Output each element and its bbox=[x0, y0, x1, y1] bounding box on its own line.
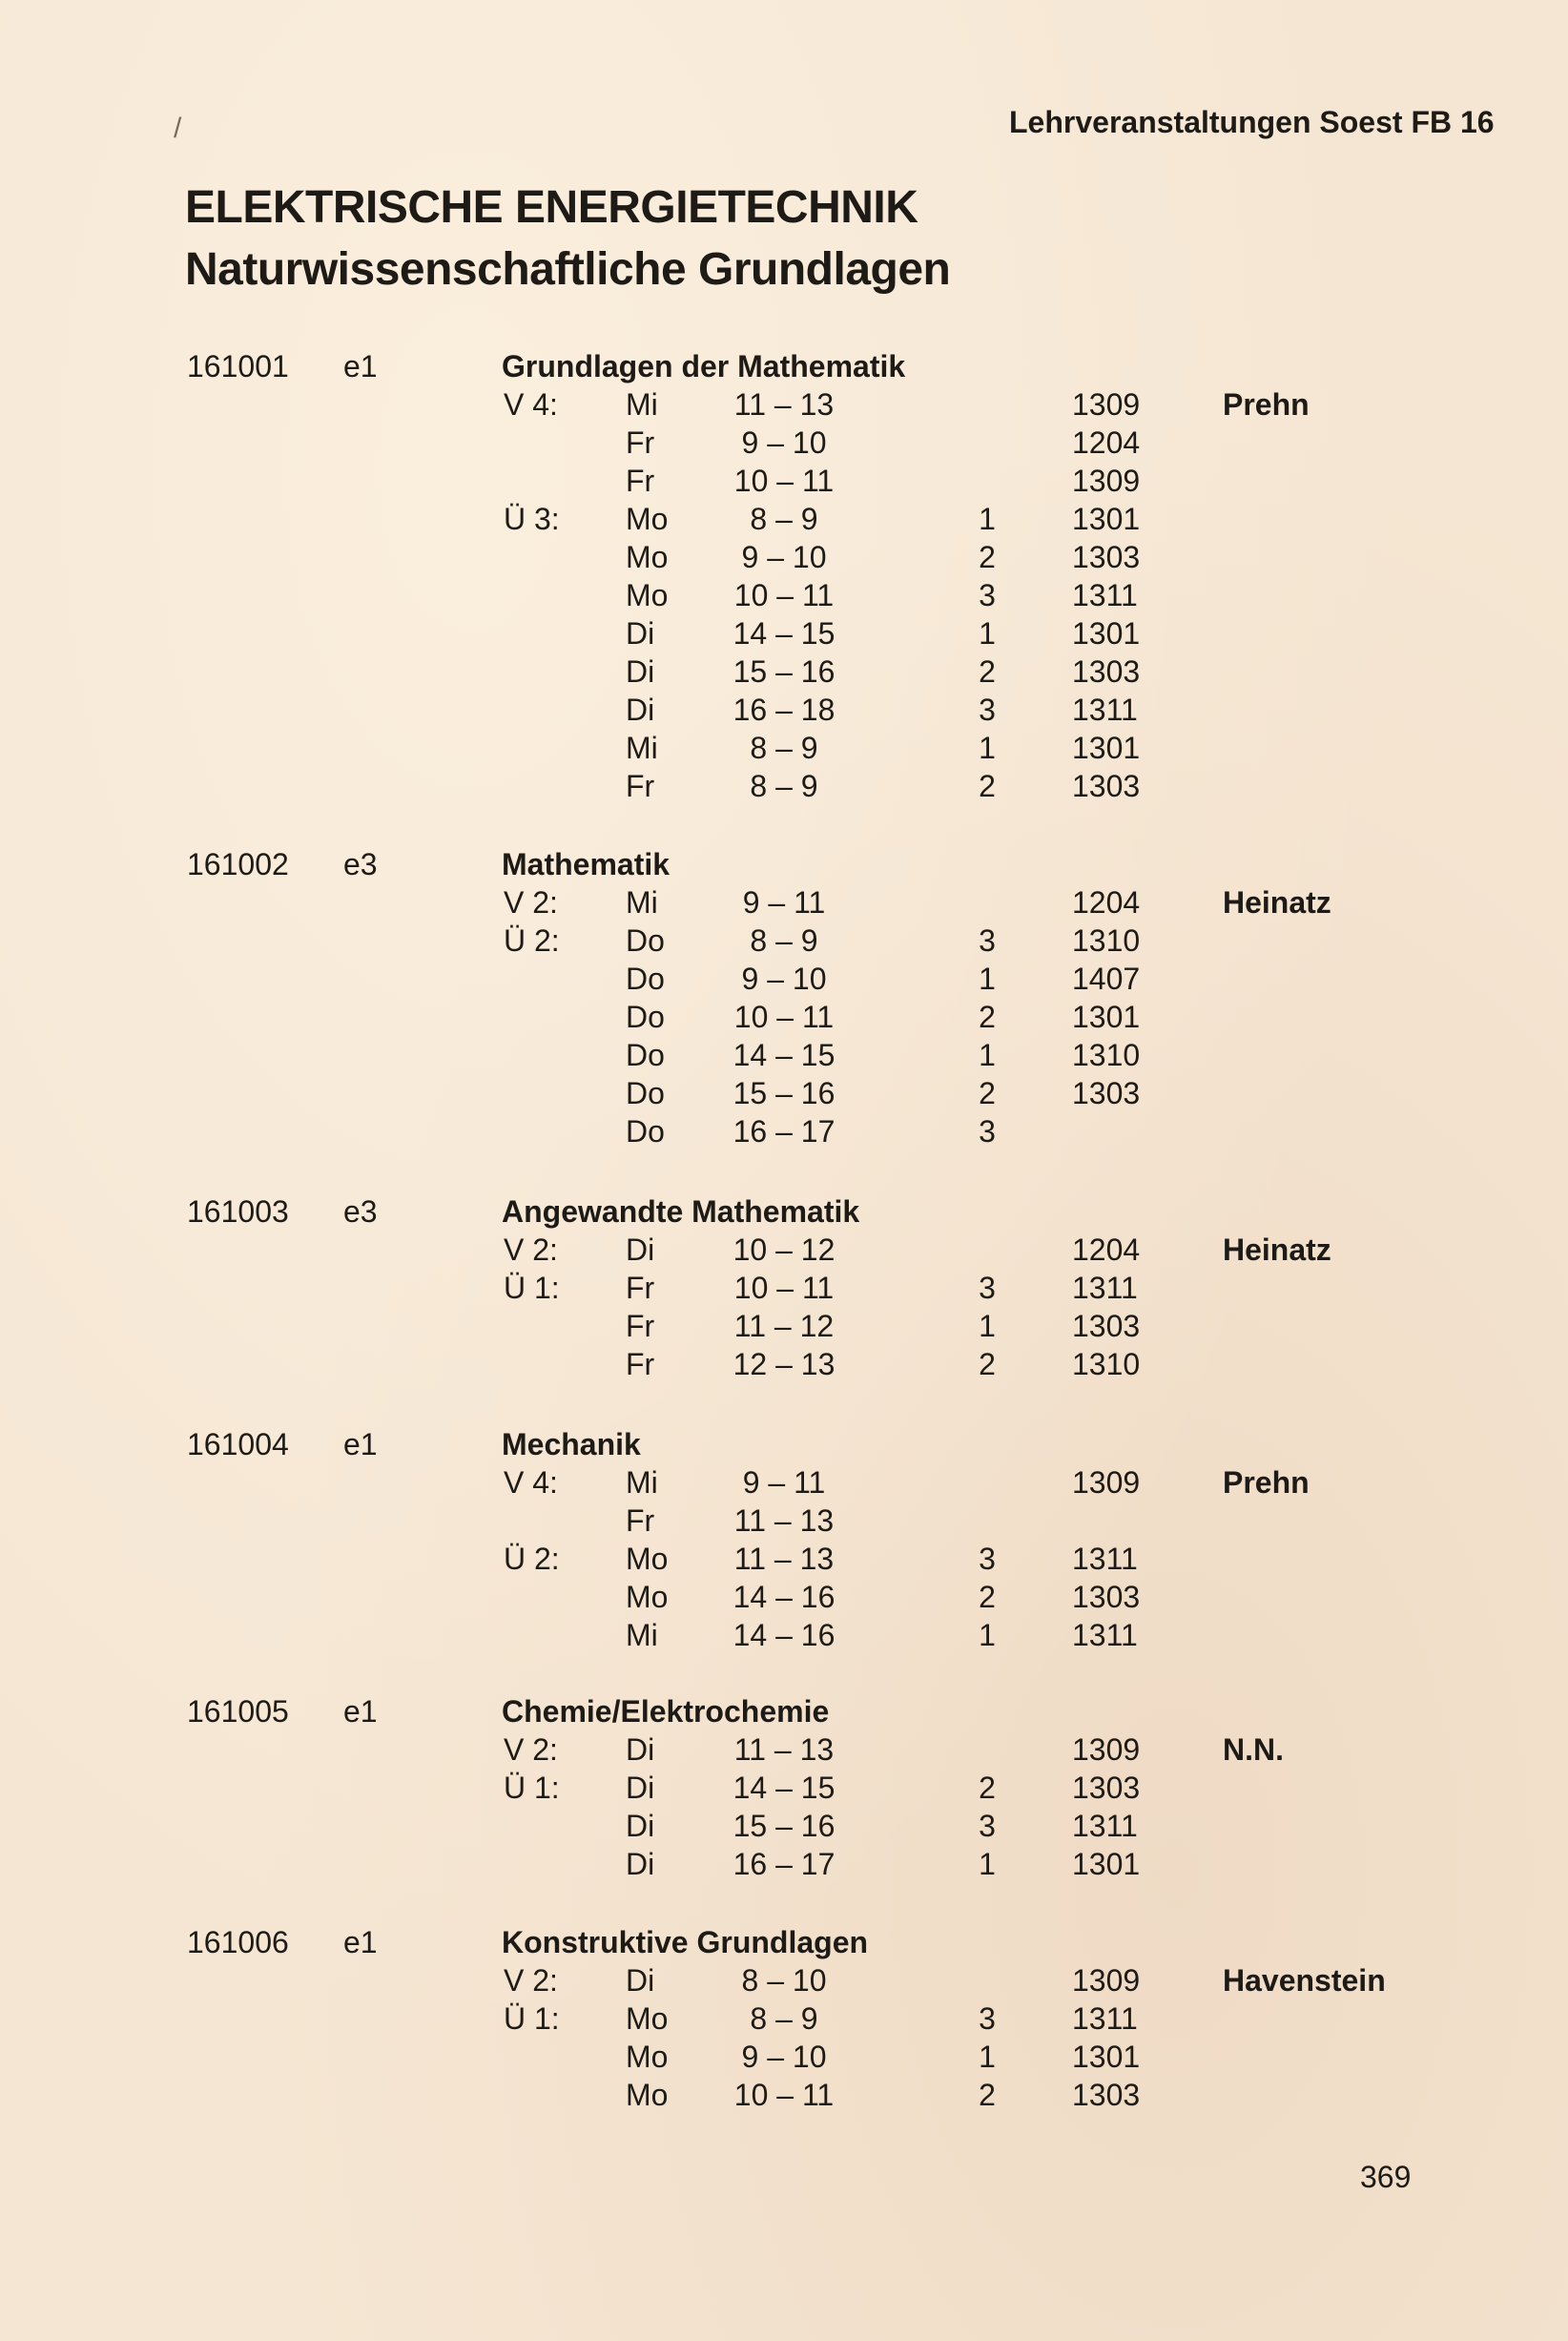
session-row bbox=[0, 1502, 1568, 1540]
course-header-row bbox=[0, 1425, 1568, 1463]
session-day: Mo bbox=[626, 1580, 669, 1614]
session-day: Mi bbox=[626, 1618, 658, 1652]
session-room: 1311 bbox=[1072, 693, 1138, 727]
course-header-row bbox=[0, 1923, 1568, 1961]
session-group: 1 bbox=[979, 1847, 996, 1881]
session-room: 1301 bbox=[1072, 502, 1141, 536]
session-group: 1 bbox=[979, 731, 996, 765]
session-time: 11 – 12 bbox=[733, 1309, 835, 1343]
session-group: 1 bbox=[979, 962, 996, 996]
session-group: 2 bbox=[979, 654, 996, 689]
session-time: 12 – 13 bbox=[732, 1347, 836, 1381]
session-time: 8 – 9 bbox=[750, 731, 818, 765]
course-lecturer: Prehn bbox=[1223, 1465, 1310, 1500]
course-entry bbox=[0, 1425, 1568, 1654]
course-level: e1 bbox=[343, 1427, 378, 1461]
session-row bbox=[0, 462, 1568, 500]
session-day: Fr bbox=[626, 1309, 655, 1343]
session-day: Fr bbox=[626, 1503, 655, 1538]
session-group: 2 bbox=[979, 1000, 996, 1034]
session-time: 9 – 10 bbox=[741, 962, 827, 996]
session-time: 9 – 10 bbox=[741, 540, 827, 574]
session-time: 8 – 10 bbox=[741, 1963, 827, 1998]
session-room: 1301 bbox=[1072, 616, 1141, 651]
session-day: Mo bbox=[626, 540, 669, 574]
session-time: 11 – 13 bbox=[733, 387, 835, 422]
session-row bbox=[0, 1807, 1568, 1845]
session-day: Do bbox=[626, 1000, 665, 1034]
session-time: 15 – 16 bbox=[732, 1076, 836, 1110]
session-row bbox=[0, 653, 1568, 691]
session-time: 8 – 9 bbox=[750, 923, 818, 958]
session-row bbox=[0, 1345, 1568, 1383]
session-room: 1311 bbox=[1072, 578, 1138, 612]
session-time: 9 – 10 bbox=[741, 425, 827, 460]
course-entry bbox=[0, 1923, 1568, 2114]
course-header-row bbox=[0, 845, 1568, 883]
course-lecturer: Heinatz bbox=[1223, 885, 1331, 920]
session-row bbox=[0, 691, 1568, 729]
session-time: 11 – 13 bbox=[733, 1503, 835, 1538]
session-group: 1 bbox=[979, 2040, 996, 2074]
session-type: V 2: bbox=[504, 1963, 558, 1998]
session-time: 10 – 11 bbox=[733, 1271, 835, 1305]
session-row bbox=[0, 922, 1568, 960]
session-day: Fr bbox=[626, 464, 655, 498]
session-room: 1311 bbox=[1072, 1271, 1138, 1305]
session-type: Ü 2: bbox=[504, 923, 560, 958]
session-room: 1301 bbox=[1072, 2040, 1141, 2074]
session-time: 14 – 16 bbox=[732, 1580, 836, 1614]
session-row bbox=[0, 1845, 1568, 1883]
session-time: 15 – 16 bbox=[732, 654, 836, 689]
session-row bbox=[0, 1961, 1568, 1999]
session-day: Do bbox=[626, 1114, 665, 1149]
session-row bbox=[0, 500, 1568, 538]
session-day: Di bbox=[626, 1847, 655, 1881]
running-head: Lehrveranstaltungen Soest FB 16 bbox=[1009, 105, 1495, 139]
session-time: 16 – 17 bbox=[732, 1847, 836, 1881]
course-title: Mathematik bbox=[502, 847, 671, 881]
session-room: 1309 bbox=[1072, 1465, 1141, 1500]
session-day: Mo bbox=[626, 1542, 669, 1576]
session-group: 1 bbox=[979, 1309, 996, 1343]
session-day: Mo bbox=[626, 2078, 669, 2112]
course-number: 161001 bbox=[187, 349, 289, 383]
session-room: 1301 bbox=[1072, 1847, 1141, 1881]
session-day: Mi bbox=[626, 387, 658, 422]
session-time: 10 – 11 bbox=[733, 1000, 835, 1034]
session-day: Mo bbox=[626, 2040, 669, 2074]
session-group: 3 bbox=[979, 578, 996, 612]
session-group: 3 bbox=[979, 1809, 996, 1843]
course-header-row bbox=[0, 1692, 1568, 1730]
session-type: Ü 1: bbox=[504, 2001, 560, 2036]
session-row bbox=[0, 1540, 1568, 1578]
session-day: Mo bbox=[626, 2001, 669, 2036]
session-row bbox=[0, 1112, 1568, 1150]
session-time: 11 – 13 bbox=[733, 1542, 835, 1576]
session-row bbox=[0, 883, 1568, 922]
session-day: Mi bbox=[626, 1465, 658, 1500]
session-group: 2 bbox=[979, 2078, 996, 2112]
session-group: 3 bbox=[979, 693, 996, 727]
course-entry bbox=[0, 1692, 1568, 1883]
session-day: Di bbox=[626, 1771, 655, 1805]
session-group: 2 bbox=[979, 1580, 996, 1614]
session-time: 10 – 11 bbox=[733, 464, 835, 498]
session-room: 1310 bbox=[1072, 1347, 1141, 1381]
session-time: 14 – 16 bbox=[732, 1618, 836, 1652]
session-row bbox=[0, 767, 1568, 805]
session-group: 3 bbox=[979, 1542, 996, 1576]
course-title: Grundlagen der Mathematik bbox=[502, 349, 906, 383]
session-day: Fr bbox=[626, 1347, 655, 1381]
course-lecturer: Prehn bbox=[1223, 387, 1310, 422]
session-row bbox=[0, 1036, 1568, 1074]
session-room: 1303 bbox=[1072, 1580, 1141, 1614]
course-title: Angewandte Mathematik bbox=[502, 1194, 860, 1229]
course-lecturer: Havenstein bbox=[1223, 1963, 1386, 1998]
session-room: 1310 bbox=[1072, 923, 1141, 958]
course-level: e3 bbox=[343, 847, 378, 881]
course-level: e1 bbox=[343, 1925, 378, 1959]
session-day: Di bbox=[626, 654, 655, 689]
session-group: 3 bbox=[979, 1114, 996, 1149]
margin-mark: / bbox=[174, 113, 182, 144]
course-title: Konstruktive Grundlagen bbox=[502, 1925, 869, 1959]
session-row bbox=[0, 2038, 1568, 2076]
session-room: 1303 bbox=[1072, 1309, 1141, 1343]
course-title: Chemie/Elektrochemie bbox=[502, 1694, 830, 1729]
session-type: Ü 3: bbox=[504, 502, 560, 536]
session-day: Fr bbox=[626, 769, 655, 803]
session-day: Di bbox=[626, 693, 655, 727]
session-row bbox=[0, 1269, 1568, 1307]
course-lecturer: N.N. bbox=[1223, 1732, 1284, 1767]
course-level: e1 bbox=[343, 1694, 378, 1729]
session-room: 1204 bbox=[1072, 885, 1141, 920]
session-type: Ü 1: bbox=[504, 1771, 560, 1805]
session-room: 1311 bbox=[1072, 1618, 1138, 1652]
session-group: 1 bbox=[979, 502, 996, 536]
session-type: Ü 1: bbox=[504, 1271, 560, 1305]
session-day: Di bbox=[626, 1963, 655, 1998]
session-group: 3 bbox=[979, 923, 996, 958]
session-group: 2 bbox=[979, 1347, 996, 1381]
session-group: 1 bbox=[979, 616, 996, 651]
session-group: 2 bbox=[979, 769, 996, 803]
session-row bbox=[0, 1769, 1568, 1807]
course-header-row bbox=[0, 347, 1568, 385]
session-room: 1303 bbox=[1072, 1771, 1141, 1805]
session-time: 10 – 11 bbox=[733, 2078, 835, 2112]
session-row bbox=[0, 2076, 1568, 2114]
session-type: V 4: bbox=[504, 1465, 558, 1500]
session-day: Mo bbox=[626, 578, 669, 612]
session-row bbox=[0, 1307, 1568, 1345]
page-number: 369 bbox=[1360, 2160, 1412, 2194]
session-room: 1303 bbox=[1072, 540, 1141, 574]
session-group: 3 bbox=[979, 1271, 996, 1305]
session-row bbox=[0, 385, 1568, 424]
session-time: 10 – 11 bbox=[733, 578, 835, 612]
session-room: 1303 bbox=[1072, 654, 1141, 689]
session-room: 1407 bbox=[1072, 962, 1141, 996]
session-time: 11 – 13 bbox=[733, 1732, 835, 1767]
session-type: V 2: bbox=[504, 1233, 558, 1267]
session-day: Fr bbox=[626, 1271, 655, 1305]
session-row bbox=[0, 729, 1568, 767]
session-day: Mi bbox=[626, 885, 658, 920]
session-day: Mo bbox=[626, 502, 669, 536]
course-level: e3 bbox=[343, 1194, 378, 1229]
session-group: 3 bbox=[979, 2001, 996, 2036]
session-time: 14 – 15 bbox=[732, 1038, 836, 1072]
session-type: V 4: bbox=[504, 387, 558, 422]
session-group: 1 bbox=[979, 1038, 996, 1072]
section-title: ELEKTRISCHE ENERGIETECHNIK bbox=[185, 182, 918, 233]
session-row bbox=[0, 1999, 1568, 2038]
session-row bbox=[0, 1231, 1568, 1269]
session-day: Do bbox=[626, 923, 665, 958]
session-room: 1309 bbox=[1072, 1963, 1141, 1998]
session-row bbox=[0, 1074, 1568, 1112]
session-row bbox=[0, 614, 1568, 653]
course-number: 161002 bbox=[187, 847, 289, 881]
session-room: 1303 bbox=[1072, 769, 1141, 803]
session-group: 2 bbox=[979, 1076, 996, 1110]
session-row bbox=[0, 1730, 1568, 1769]
session-time: 9 – 11 bbox=[742, 1465, 826, 1500]
session-time: 10 – 12 bbox=[732, 1233, 836, 1267]
session-time: 16 – 17 bbox=[732, 1114, 836, 1149]
session-row bbox=[0, 1616, 1568, 1654]
session-room: 1311 bbox=[1072, 1809, 1138, 1843]
session-row bbox=[0, 576, 1568, 614]
session-day: Do bbox=[626, 962, 665, 996]
session-row bbox=[0, 424, 1568, 462]
session-day: Do bbox=[626, 1076, 665, 1110]
session-room: 1311 bbox=[1072, 1542, 1138, 1576]
session-group: 2 bbox=[979, 540, 996, 574]
session-group: 2 bbox=[979, 1771, 996, 1805]
session-day: Do bbox=[626, 1038, 665, 1072]
session-time: 16 – 18 bbox=[732, 693, 836, 727]
session-time: 14 – 15 bbox=[732, 616, 836, 651]
session-time: 8 – 9 bbox=[750, 769, 818, 803]
session-room: 1309 bbox=[1072, 464, 1141, 498]
session-day: Mi bbox=[626, 731, 658, 765]
session-day: Di bbox=[626, 616, 655, 651]
session-type: V 2: bbox=[504, 885, 558, 920]
course-entry bbox=[0, 1192, 1568, 1383]
session-room: 1310 bbox=[1072, 1038, 1141, 1072]
session-day: Di bbox=[626, 1732, 655, 1767]
session-room: 1309 bbox=[1072, 387, 1141, 422]
session-day: Di bbox=[626, 1809, 655, 1843]
session-row bbox=[0, 960, 1568, 998]
session-day: Di bbox=[626, 1233, 655, 1267]
session-time: 14 – 15 bbox=[732, 1771, 836, 1805]
course-number: 161006 bbox=[187, 1925, 289, 1959]
session-room: 1303 bbox=[1072, 1076, 1141, 1110]
session-room: 1204 bbox=[1072, 1233, 1141, 1267]
session-room: 1303 bbox=[1072, 2078, 1141, 2112]
session-room: 1311 bbox=[1072, 2001, 1138, 2036]
course-header-row bbox=[0, 1192, 1568, 1231]
session-room: 1309 bbox=[1072, 1732, 1141, 1767]
session-room: 1301 bbox=[1072, 1000, 1141, 1034]
session-time: 8 – 9 bbox=[750, 2001, 818, 2036]
session-row bbox=[0, 1578, 1568, 1616]
course-number: 161003 bbox=[187, 1194, 289, 1229]
course-number: 161004 bbox=[187, 1427, 289, 1461]
course-number: 161005 bbox=[187, 1694, 289, 1729]
session-room: 1204 bbox=[1072, 425, 1141, 460]
session-row bbox=[0, 998, 1568, 1036]
session-group: 1 bbox=[979, 1618, 996, 1652]
course-title: Mechanik bbox=[502, 1427, 641, 1461]
section-subtitle: Naturwissenschaftliche Grundlagen bbox=[185, 244, 951, 295]
session-day: Fr bbox=[626, 425, 655, 460]
session-type: V 2: bbox=[504, 1732, 558, 1767]
session-time: 9 – 10 bbox=[741, 2040, 827, 2074]
session-type: Ü 2: bbox=[504, 1542, 560, 1576]
course-level: e1 bbox=[343, 349, 378, 383]
course-lecturer: Heinatz bbox=[1223, 1233, 1331, 1267]
course-entry bbox=[0, 347, 1568, 805]
session-time: 9 – 11 bbox=[742, 885, 826, 920]
session-time: 8 – 9 bbox=[750, 502, 818, 536]
session-row bbox=[0, 538, 1568, 576]
course-entry bbox=[0, 845, 1568, 1150]
session-time: 15 – 16 bbox=[732, 1809, 836, 1843]
session-row bbox=[0, 1463, 1568, 1502]
session-room: 1301 bbox=[1072, 731, 1141, 765]
